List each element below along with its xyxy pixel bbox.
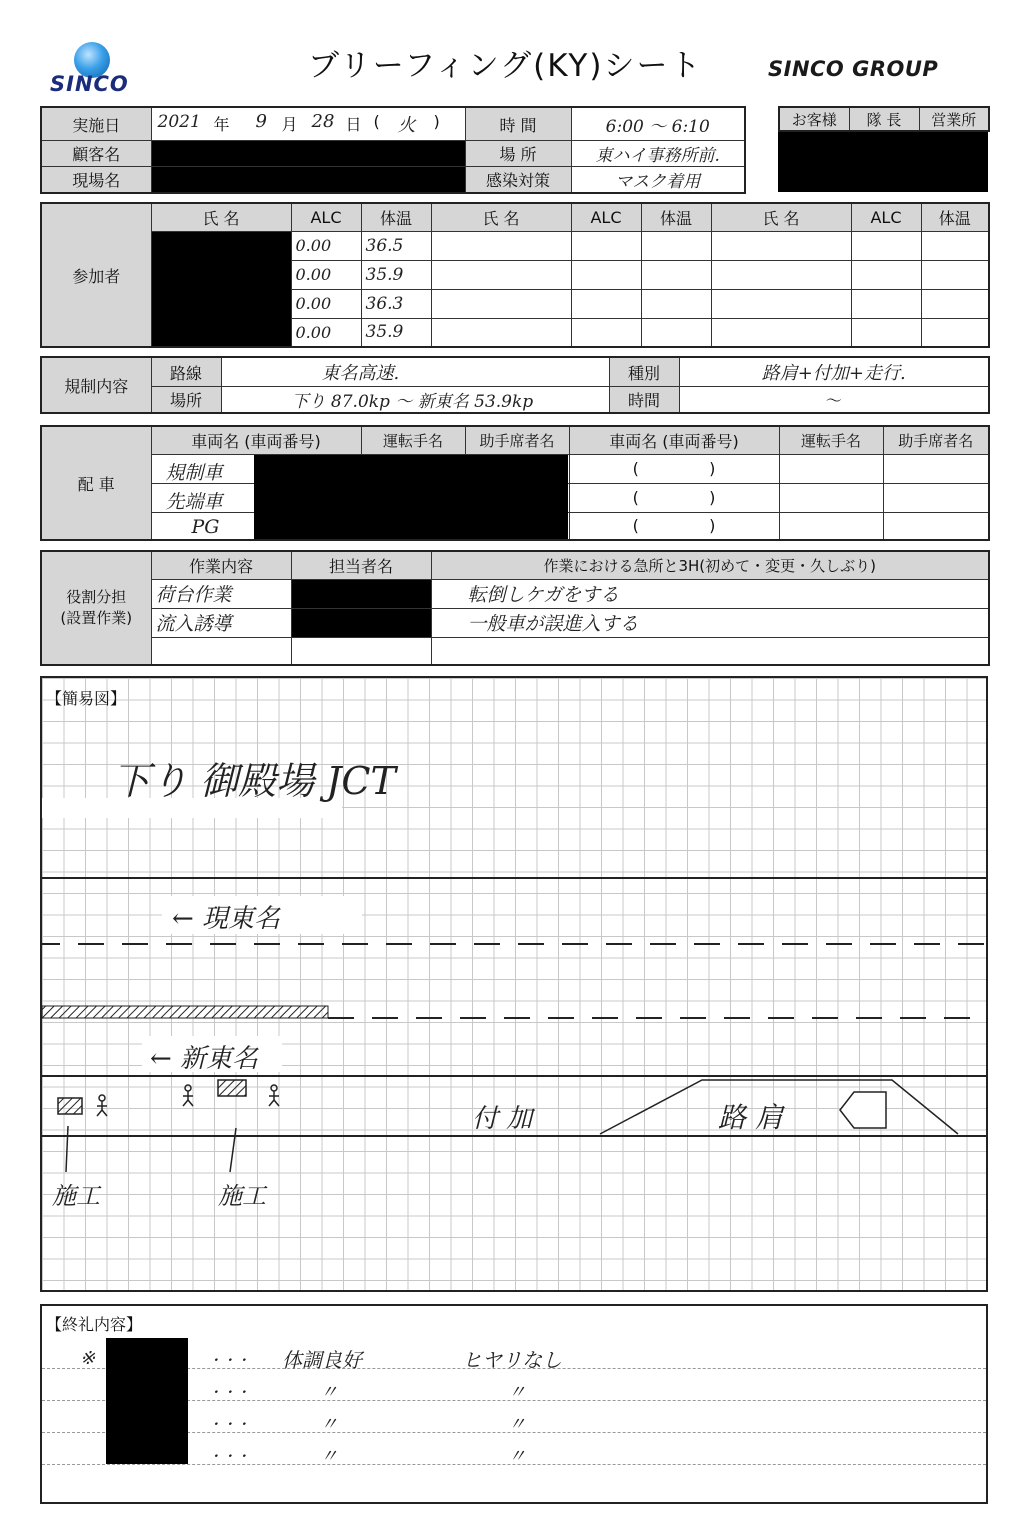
risk-value: 転倒しケガをする — [431, 579, 989, 608]
vehicle-name: 規制車 — [165, 461, 223, 483]
worker-icon — [183, 1085, 193, 1106]
add-lane-label: 付 加 — [472, 1104, 533, 1134]
col-vehicle-1: 車両名 (車両番号) — [151, 426, 361, 454]
closing-names-redacted — [106, 1338, 188, 1464]
date-label: 実施日 — [41, 107, 151, 141]
work-vehicle-2-icon — [218, 1080, 246, 1096]
vehicle-name: 先端車 — [165, 490, 223, 512]
col-temp-2: 体温 — [641, 203, 711, 231]
weekday-open: ( — [373, 112, 380, 131]
place-label: 場 所 — [465, 141, 571, 167]
leader-line-2 — [230, 1128, 236, 1172]
approval-leader: 隊 長 — [849, 107, 919, 131]
vehicle-number-slot — [569, 454, 779, 483]
work-label-1: 施工 — [52, 1182, 100, 1210]
task-value: 流入誘導 — [151, 608, 291, 637]
location-label: 場所 — [151, 387, 221, 414]
person-redacted — [291, 579, 431, 608]
closing-label: 【終礼内容】 — [46, 1315, 143, 1334]
worker-icon — [97, 1095, 107, 1116]
infection-label: 感染対策 — [465, 167, 571, 194]
closing-dots: ・・・ — [208, 1385, 250, 1401]
closing-dots: ・・・ — [208, 1417, 250, 1433]
reg-time-value: 〜 — [679, 387, 989, 414]
month-unit: 月 — [281, 115, 298, 134]
col-task: 作業内容 — [151, 551, 291, 579]
participant-alc: 0.00 — [291, 260, 361, 289]
col-name-2: 氏 名 — [431, 203, 571, 231]
person-redacted — [291, 608, 431, 637]
time-value: 6:00 〜 6:10 — [571, 107, 745, 141]
arrow-board-icon — [840, 1092, 886, 1128]
vehicle-section-label: 配 車 — [41, 426, 151, 540]
participant-alc: 0.00 — [291, 289, 361, 318]
regulation-section-label: 規制内容 — [41, 357, 151, 413]
location-value: 下り 87.0kp 〜 新東名 53.9kp — [221, 387, 609, 414]
approval-office: 営業所 — [919, 107, 989, 131]
worker-icon — [269, 1085, 279, 1106]
participants-section-label: 参加者 — [41, 203, 151, 347]
closing-dots: ・・・ — [208, 1353, 250, 1369]
approval-customer: お客様 — [779, 107, 849, 131]
infection-value: マスク着用 — [571, 167, 745, 194]
basic-info-table — [40, 106, 746, 194]
col-alc-1: ALC — [291, 203, 361, 231]
vehicle-crew-redacted — [254, 455, 568, 539]
participant-temp: 35.9 — [361, 260, 431, 289]
type-value: 路肩+付加+走行. — [679, 357, 989, 387]
closing-health: 〃 — [320, 1382, 338, 1403]
col-person: 担当者名 — [291, 551, 431, 579]
closing-near-miss: 〃 — [508, 1414, 526, 1435]
leader-line-1 — [66, 1126, 68, 1172]
date-value — [151, 107, 465, 141]
page-title: ブリーフィング(KY)シート — [308, 48, 703, 84]
participant-temp: 36.5 — [361, 231, 431, 260]
closing-health: 〃 — [320, 1446, 338, 1467]
diagram-heading: 下り 御殿場 JCT — [112, 759, 396, 803]
closing-near-miss: 〃 — [508, 1382, 526, 1403]
closing-health: 体調良好 — [282, 1348, 362, 1372]
customer-redacted — [151, 141, 465, 167]
col-assistant-1: 助手席者名 — [465, 426, 569, 454]
roles-table — [40, 550, 990, 666]
site-label: 現場名 — [41, 167, 151, 194]
col-name-3: 氏 名 — [711, 203, 851, 231]
col-assistant-2: 助手席者名 — [883, 426, 989, 454]
col-driver-1: 運転手名 — [361, 426, 465, 454]
col-risk: 作業における急所と3H(初めて・変更・久しぶり) — [431, 551, 989, 579]
sinco-logo — [50, 40, 140, 100]
weekday-close: ) — [433, 112, 440, 131]
participant-names-redacted — [151, 231, 291, 347]
closing-health: 〃 — [320, 1414, 338, 1435]
vehicle-name: PG — [191, 515, 220, 538]
route-value: 東名高速. — [221, 357, 609, 387]
task-value: 荷台作業 — [151, 579, 291, 608]
day-unit: 日 — [345, 115, 362, 134]
col-name-1: 氏 名 — [151, 203, 291, 231]
participant-temp: 35.9 — [361, 318, 431, 347]
col-alc-2: ALC — [571, 203, 641, 231]
col-driver-2: 運転手名 — [779, 426, 883, 454]
median-hatch — [42, 1006, 328, 1018]
lane-label-current-tomei: ← 現東名 — [172, 904, 281, 934]
risk-value: 一般車が誤進入する — [431, 608, 989, 637]
simple-diagram — [40, 676, 988, 1292]
closing-near-miss: 〃 — [508, 1446, 526, 1467]
participants-table — [40, 202, 990, 348]
participant-temp: 36.3 — [361, 289, 431, 318]
closing-near-miss: ヒヤリなし — [462, 1348, 562, 1372]
lane-label-shin-tomei: ← 新東名 — [150, 1044, 259, 1074]
date-month: 9 — [255, 111, 267, 132]
paren-close: ) — [709, 516, 716, 536]
paren-close: ) — [709, 459, 716, 478]
time-label: 時 間 — [465, 107, 571, 141]
col-temp-3: 体温 — [921, 203, 989, 231]
site-redacted — [151, 167, 465, 194]
regulation-table — [40, 356, 990, 414]
approval-stamp-table — [778, 106, 990, 132]
roles-section-label: 役割分担 (設置作業) — [41, 551, 151, 665]
participant-alc: 0.00 — [291, 318, 361, 347]
col-alc-3: ALC — [851, 203, 921, 231]
paren-open: ( — [632, 516, 639, 536]
closing-section — [40, 1304, 988, 1504]
vehicle-number-slot — [569, 483, 779, 512]
work-vehicle-1-icon — [58, 1098, 82, 1114]
vehicle-number-slot — [569, 512, 779, 540]
participant-alc: 0.00 — [291, 231, 361, 260]
closing-dots: ・・・ — [208, 1449, 250, 1465]
place-value: 東ハイ事務所前. — [571, 141, 745, 167]
group-logo: SINCO GROUP — [768, 57, 939, 81]
shoulder-label: 路 肩 — [718, 1101, 783, 1134]
paren-open: ( — [632, 488, 639, 507]
type-label: 種別 — [609, 357, 679, 387]
route-label: 路線 — [151, 357, 221, 387]
diagram-label: 【簡易図】 — [46, 689, 127, 708]
logo-text: SINCO — [50, 72, 129, 96]
paren-close: ) — [709, 488, 716, 507]
reg-time-label: 時間 — [609, 387, 679, 414]
closing-mark: ※ — [80, 1348, 96, 1369]
year-unit: 年 — [213, 115, 230, 134]
col-temp-1: 体温 — [361, 203, 431, 231]
weekday: 火 — [397, 115, 416, 136]
paren-open: ( — [632, 459, 639, 478]
work-label-2: 施工 — [218, 1182, 266, 1210]
col-vehicle-2: 車両名 (車両番号) — [569, 426, 779, 454]
approval-stamps-redacted — [778, 132, 988, 192]
customer-label: 顧客名 — [41, 141, 151, 167]
date-day: 28 — [311, 111, 335, 132]
date-year: 2021 — [157, 112, 201, 132]
